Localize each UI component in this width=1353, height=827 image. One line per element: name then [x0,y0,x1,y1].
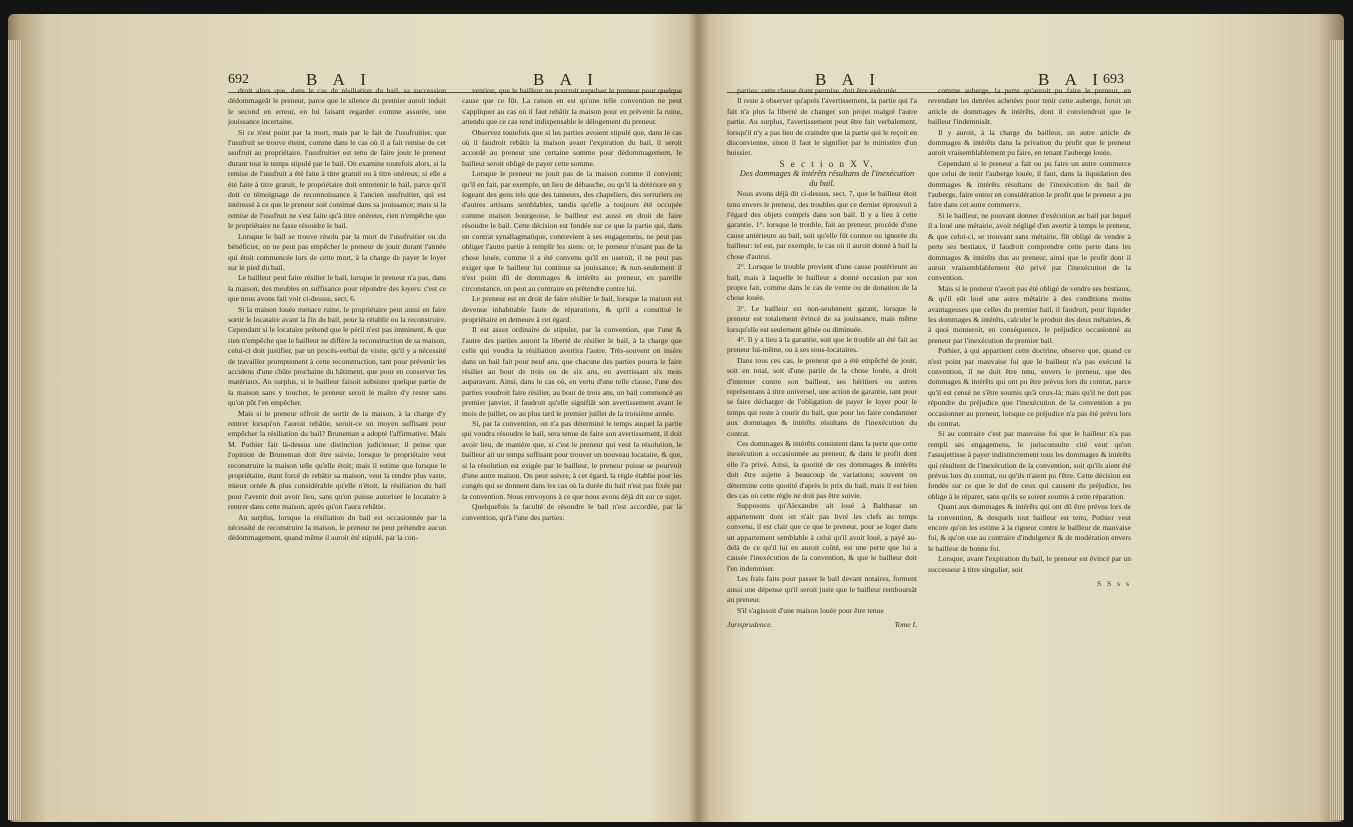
right-page-number: 693 [1103,72,1124,87]
footer-jurisprudence: Jurisprudence. [727,619,773,629]
paragraph: Lorsque, avant l'expiration du bail, le preneur est évincé par un successeur à titre singulier, soit [928,554,1131,574]
paragraph: Il est assez ordinaire de stipuler, par la convention, que l'une & l'autre des parties auront la liberté de résilier le bail, à la charge que celle qui voudra la résiliation avertira l'autre. Très-souvent on insère dans un bail fait pour neuf ans, que chacune des parties pourra le faire résilier au bout de trois ou de six ans, en avertissant six mois auparavant. Ainsi, dans le cas où, en vertu d'une telle clause, l'une des parties voudroit faire résilier, au bout de trois ans, un bail commencé au premier janvier, il faudroit qu'elle signifiât son avertissement avant le mois de juillet, ou au plus tard le premier juillet de la troisième année. [462,325,682,418]
paragraph: vention, que le bailleur ne pourroit expulser le preneur pour quelque cause que ce fût. La raison en est qu'une telle convention ne peut s'appliquer au cas où il faut rebâtir la maison pour en prévenir la ruine, attendu que ce cas rend indispensable le délogement du preneur. [462,86,682,127]
right-running-head-a: B A I [815,70,881,89]
paragraph: Lorsque le preneur ne jouit pas de la maison comme il convient; qu'il en fait, par exemple, un lieu de débauche, ou qu'il la détériore en y logeant des gens tels que des tanneurs, des chapeliers, des serruriers ou d'autres artisans semblables, tandis qu'elle a toujours été occupée comme maison bourgeoise, le bailleur est aussi en droit de faire résoudre le bail. Cette décision est fondée sur ce que la partie qui, dans un contrat synallagmatique, contrevient à ses engagemens, ne peut pas obliger l'autre partie à remplir les siens: or, le preneur n'usant pas de la chose louée, comme il a été convenu qu'il en useroit, il ne peut pas exiger que le bailleur lui continue sa jouissance; & non-seulement il n'est point dû de dommages & intérêts au preneur, en pareille circonstance, on peut au contraire en prétendre contre lui. [462,169,682,293]
paragraph: Au surplus, lorsque la résiliation du bail est occasionnée par la nécessité de reconstruire la maison, le preneur ne peut prétendre aucun dédommagement, quand même il auroit été stipulé, par la con- [228,512,446,543]
paragraph: S'il s'agissoit d'une maison louée pour être tenue [737,605,884,615]
paragraph: Si la maison louée menace ruine, le propriétaire peut aussi en faire sortir le locataire avant la fin du bail, pour la rétablir ou la reconstruire. Cependant si le locataire prétend que le péril n'est pas imminent, & que rien n'empêche que le bailleur ne diffère la reconstruction de sa maison, celui-ci doit justifier, par un procès-verbal de visite, qu'il y a nécessité de travailler promptement à cette reconstruction, tant pour prévenir les accidens d'une chûte prochaine du bâtiment, que pour en conserver les matériaux. Au surplus, si le bailleur faisoit subsister quelque partie de la maison sans y toucher, le preneur seroit le maître d'y rester sans qu'on pût l'en empêcher. [228,304,446,408]
right-page-edges [1330,40,1344,820]
paragraph: parties: cette clause étant permise, doit être exécutée. [737,86,899,95]
column-1 [228,86,446,826]
paragraph: Dans tous ces cas, le preneur qui a été empêché de jouir, soit en total, soit d'une partie de la chose louée, a droit d'intenter contre son bailleur, ses héritiers ou autres représentans à titre universel, une action de garantie, tant pour se faire décharger de l'obligation de payer le loyer pour le temps qui reste à courir du bail, que pour les faire condamner aux dommages & intérêts résultans de l'inexécution du contrat. [727,355,917,438]
paragraph: Observez toutefois que si les parties avoient stipulé que, dans le cas où il faudroit rebâtir la maison avant l'expiration du bail, il seroit accordé au preneur une certaine somme pour dédommagement, le bailleur seroit obligé de payer cette somme. [462,127,682,168]
paragraph: Quant aux dommages & intérêts qui ont dû être prévus lors de la convention, & desquels tout bailleur est tenu, Pothier veut encore qu'on les estime à la rigueur contre le bailleur de mauvaise foi, & qu'on use au contraire d'indulgence & de modération envers le bailleur de bonne foi. [928,502,1131,553]
left-page-number: 692 [228,72,249,87]
paragraph: Mais si le preneur offroit de sortir de la maison, à la charge d'y rentrer lorsqu'on l'auroit rebâtie, seroit-ce un moyen suffisant pour empêcher la résiliation du bail? Bruneman a adopté l'affirmative. Mais M. Pothier fait là-dessus une distinction judicieuse; il pense que l'opinion de Bruneman doit être suivie, lorsque le propriétaire veut reconstruire la maison telle qu'elle étoit; mais il estime que lorsque le propriétaire, étant forcé de rebâtir sa maison, veut la rendre plus vaste, mieux ornée & plus considérable qu'elle n'étoit, la résiliation du bail pour l'avenir doit avoir lieu, sans qu'on puisse autoriser le locataire à rentrer dans cette maison, après qu'on l'aura rebâtie. [228,408,446,512]
section-subtitle: Des dommages & intérêts résultans de l'inexécution du bail. [739,169,915,189]
paragraph: Nous avons déjà dit ci-dessus, sect. 7, que le bailleur étoit tenu envers le preneur, des troubles que ce dernier éprouvoit à l'égard des objets compris dans son bail. Il y a lieu à cette garantie, 1°. lorsque le trouble, fait au preneur, procède d'une cause antérieure au bail, soit qu'elle fût connue ou ignorée du bailleur: tel est, par exemple, le cas où il auroit donné à bail la chose d'autrui. [727,189,917,261]
page-footer-right [928,579,1131,589]
paragraph: comme auberge, la perte qu'auroit pu faire le preneur, en revendant les denrées achetées pour tenir cette auberge, feroit un article de dommages & intérêts, dont il conviendroit que le bailleur l'indemnisât. [928,86,1131,127]
paragraph: Le preneur est en droit de faire résilier le bail, lorsque la maison est devenue inhabitable faute de réparations, & qu'il a constitué le propriétaire en demeure à cet égard. [462,294,682,324]
column-4 [928,86,1131,826]
paragraph: 3°. Le bailleur est non-seulement garant, lorsque le preneur est totalement évincé de sa jouissance, mais même lorsqu'elle est seulement gênée ou diminuée. [727,303,917,334]
paragraph: Lorsque le bail se trouve résolu par la mort de l'usufruitier ou du bénéficier, on ne peut pas empêcher le preneur de jouir durant l'année qui étoit commencée lors de cette mort, à la charge de payer le loyer sur le pied du bail. [228,231,446,272]
signature-mark: S S s s [1096,579,1131,589]
paragraph: Si le bailleur, ne pouvant donner d'exécution au bail par lequel il a loué une métairie, avoit négligé d'en avertir à temps le preneur, & que celui-ci, se trouvant sans métairie, fût obligé de vendre à perte ses bestiaux, il faudroit comprendre cette perte dans les dommages & intérêts dus au preneur, ainsi que le profit dont il auroit vraisemblablement été privé par l'inexécution de la convention. [928,210,1131,283]
paragraph: Les frais faits pour passer le bail devant notaires, forment aussi une dépense qu'il seroit juste que le bailleur remboursât au preneur. [727,574,917,605]
paragraph: Ces dommages & intérêts consistent dans la perte que cette inexécution a occasionnée au preneur, & dans le profit dont elle l'a privé. Ainsi, la quotité de ces dommages & intérêts doit être sujette à beaucoup de variations; souvent on détermine cette quotité d'après le prix du bail, mais il est bien des cas où cette règle ne doit pas être suivie. [727,439,917,501]
left-running-head-a: B A I [306,70,372,89]
paragraph: 4°. Il y a lieu à la garantie, soit que le trouble ait été fait au preneur lui-même, ou à ses sous-locataires. [727,334,917,355]
paragraph: Si ce n'est point par la mort, mais par le fait de l'usufruitier, que l'usufruit se trouve éteint, comme dans le cas où il a fait remise de cet usufruit au propriétaire, l'usufruitier est tenu de faire jouir le preneur durant tout le temps stipulé par le bail. On examine toutefois alors, si la remise de l'usufruit a été faite à titre gratuit ou à titre onéreux; si elle a été faite à titre gratuit, le propriétaire doit entretenir le bail, parce qu'il doit ce témoignage de reconnoissance à l'ancien usufruitier, qui est intéressé à ce que le preneur soit continué dans sa jouissance; mais si la remise de l'usufruit ne s'est faite qu'à titre onéreux, rien n'empêche que le propriétaire ne fasse résoudre le bail. [228,127,446,231]
paragraph: Mais si le preneur n'avoit pas été obligé de vendre ses bestiaux, & qu'il eût loué une autre métairie à des conditions moins avantageuses que celles du premier bail, il faudroit, pour liquider les dommages & intérêts, calculer le produit des deux métairies, & à quoi monteroit, en conséquence, le préjudice occasionné au preneur par l'inexécution du premier bail. [928,283,1131,345]
paragraph: Le bailleur peut faire résilier le bail, lorsque le preneur n'a pas, dans la maison, des meubles en suffisance pour répondre des loyers: c'est ce que nous avons fait voir ci-dessus, sect. 6. [228,273,446,304]
paragraph: Quelquefois la faculté de résoudre le bail n'est accordée, par la convention, qu'à l'une des parties: [462,502,682,522]
paragraph: Il reste à observer qu'après l'avertissement, la partie qui l'a fait n'a plus la liberté de changer son projet malgré l'autre partie. Au surplus, l'avertissement peut être fait verbalement, lorsqu'il n'y a pas lieu de craindre que la partie qui le reçoit en disconvienne, sinon il faut le signifier par le ministère d'un huissier. [727,96,917,158]
footer-tome: Tome I, [894,619,917,629]
paragraph: Cependant si le preneur a fait ou pu faire un autre commerce que celui de tenir l'auberge louée, il faut, dans la liquidation des dommages & intérêts résultans de l'inexécution du bail de l'auberge, faire entrer en considération le profit que le preneur a pu faire dans cet autre commerce. [928,158,1131,210]
paragraph: Si au contraire c'est par mauvaise foi que le bailleur n'a pas rempli ses engagemens, le jurisconsulte cité veut qu'on l'assujettisse à payer indistinctement tous les dommages & intérêts qui résultent de l'inexécution de la convention, soit qu'ils aient été prévus lors du contrat, ou qu'ils n'aient pu l'être. Cette décision est fondée sur ce que le dol de ceux qui causent du préjudice, les oblige à le réparer, sans qu'ils se soient soumis à cette réparation. [928,429,1131,501]
page-footer-left [727,620,917,630]
column-3 [727,86,917,826]
paragraph: 2°. Lorsque le trouble provient d'une cause postérieure au bail, mais à laquelle le bailleur a donné occasion par son propre fait, comme dans le cas de vente ou de donation de la chose louée. [727,262,917,303]
paragraph: Supposons qu'Alexandre ait loué à Balthasar un appartement dont on n'ait pas livré les clefs au temps convenu, il est clair que ce que le preneur, pour se loger dans un appartement semblable à celui qu'il avoit loué, a payé au-delà de ce qu'il lui en auroit coûté, est une perte que lui a causée l'inexécution de la convention, & que le bailleur doit l'en indemniser. [727,501,917,573]
column-2 [462,86,682,826]
paragraph: Il y auroit, à la charge du bailleur, un autre article de dommages & intérêts dans la privation du profit que le preneur auroit vraisemblablement pu faire, en tenant l'auberge louée. [928,127,1131,158]
section-title: S e c t i o n X V. [779,158,875,169]
paragraph: Si, par la convention, on n'a pas déterminé le temps auquel la partie qui voudra résoudre le bail, sera tenue de faire son avertissement, il doit avoir lieu, de manière que, si c'est le preneur qui veut la résolution, le bailleur ait un temps suffisant pour trouver un nouveau locataire, & que, si la résolution est exigée par le bailleur, le preneur puisse se pourvoir d'une autre maison. On peut suivre, à cet égard, la règle établie pour les congés qui se donnent dans les cas où la durée du bail n'est pas fixée par la convention. Nous renvoyons à ce que nous avons déjà dit sur ce sujet. [462,419,682,501]
left-page-edges [8,40,22,820]
left-running-head-b: B A I [533,70,599,89]
paragraph: Pothier, à qui appartient cette doctrine, observe que, quand ce n'est point par mauvaise foi que le bailleur n'a pas exécuté la convention, il ne doit être tenu, envers le preneur, que des dommages & intérêts qui ont pu être prévus lors du contrat, parce qu'il est censé ne s'être soumis qu'à ceux-là; mais qu'il ne doit pas répondre du préjudice que l'inexécution de la convention a pu occasionner au preneur, lorsque ce préjudice n'a pas été prévu lors du contrat. [928,346,1131,428]
right-running-head-b: B A I [1038,70,1104,89]
paragraph: droit alors que, dans le cas de résiliation du bail, sa succession dédommageât le preneur, parce que le silence du premier auroit induit le second en erreur, en lui faisant regarder comme assurée, une jouissance incertaine. [228,86,446,127]
